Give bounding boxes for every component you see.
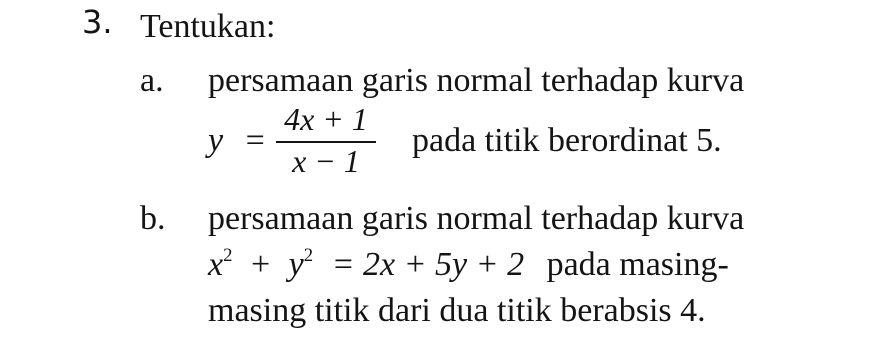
item-b-line3: masing titik dari dua titik berabsis 4. [208, 292, 706, 329]
item-a-denominator: x − 1 [292, 143, 360, 179]
item-a-y-variable: y [208, 122, 224, 159]
item-b-x-term: x [208, 246, 224, 283]
item-b-y-exponent: 2 [303, 244, 314, 266]
item-b-line1: persamaan garis normal terhadap kurva [208, 200, 745, 237]
item-b-equation-rest: = 2x + 5y + 2 [331, 246, 525, 283]
item-b-equation [208, 244, 729, 283]
item-a-equals-sign: = [245, 122, 265, 159]
item-a-fraction [270, 101, 382, 179]
item-b-y-term: y [288, 246, 304, 283]
item-a-suffix: pada titik berordinat 5. [412, 122, 722, 159]
item-a-line1: persamaan garis normal terhadap kurva [208, 62, 745, 99]
problem-number: 3. [82, 3, 113, 41]
item-a-numerator: 4x + 1 [284, 101, 368, 137]
item-b-plus-sign: + [250, 246, 271, 283]
item-a-equation-lhs [208, 124, 265, 158]
item-a-label: a. [140, 62, 164, 99]
item-b-line2-suffix: pada masing- [546, 246, 729, 283]
problem-title: Tentukan: [140, 8, 276, 45]
item-b-label: b. [140, 200, 166, 237]
item-b-x-exponent: 2 [223, 244, 233, 266]
